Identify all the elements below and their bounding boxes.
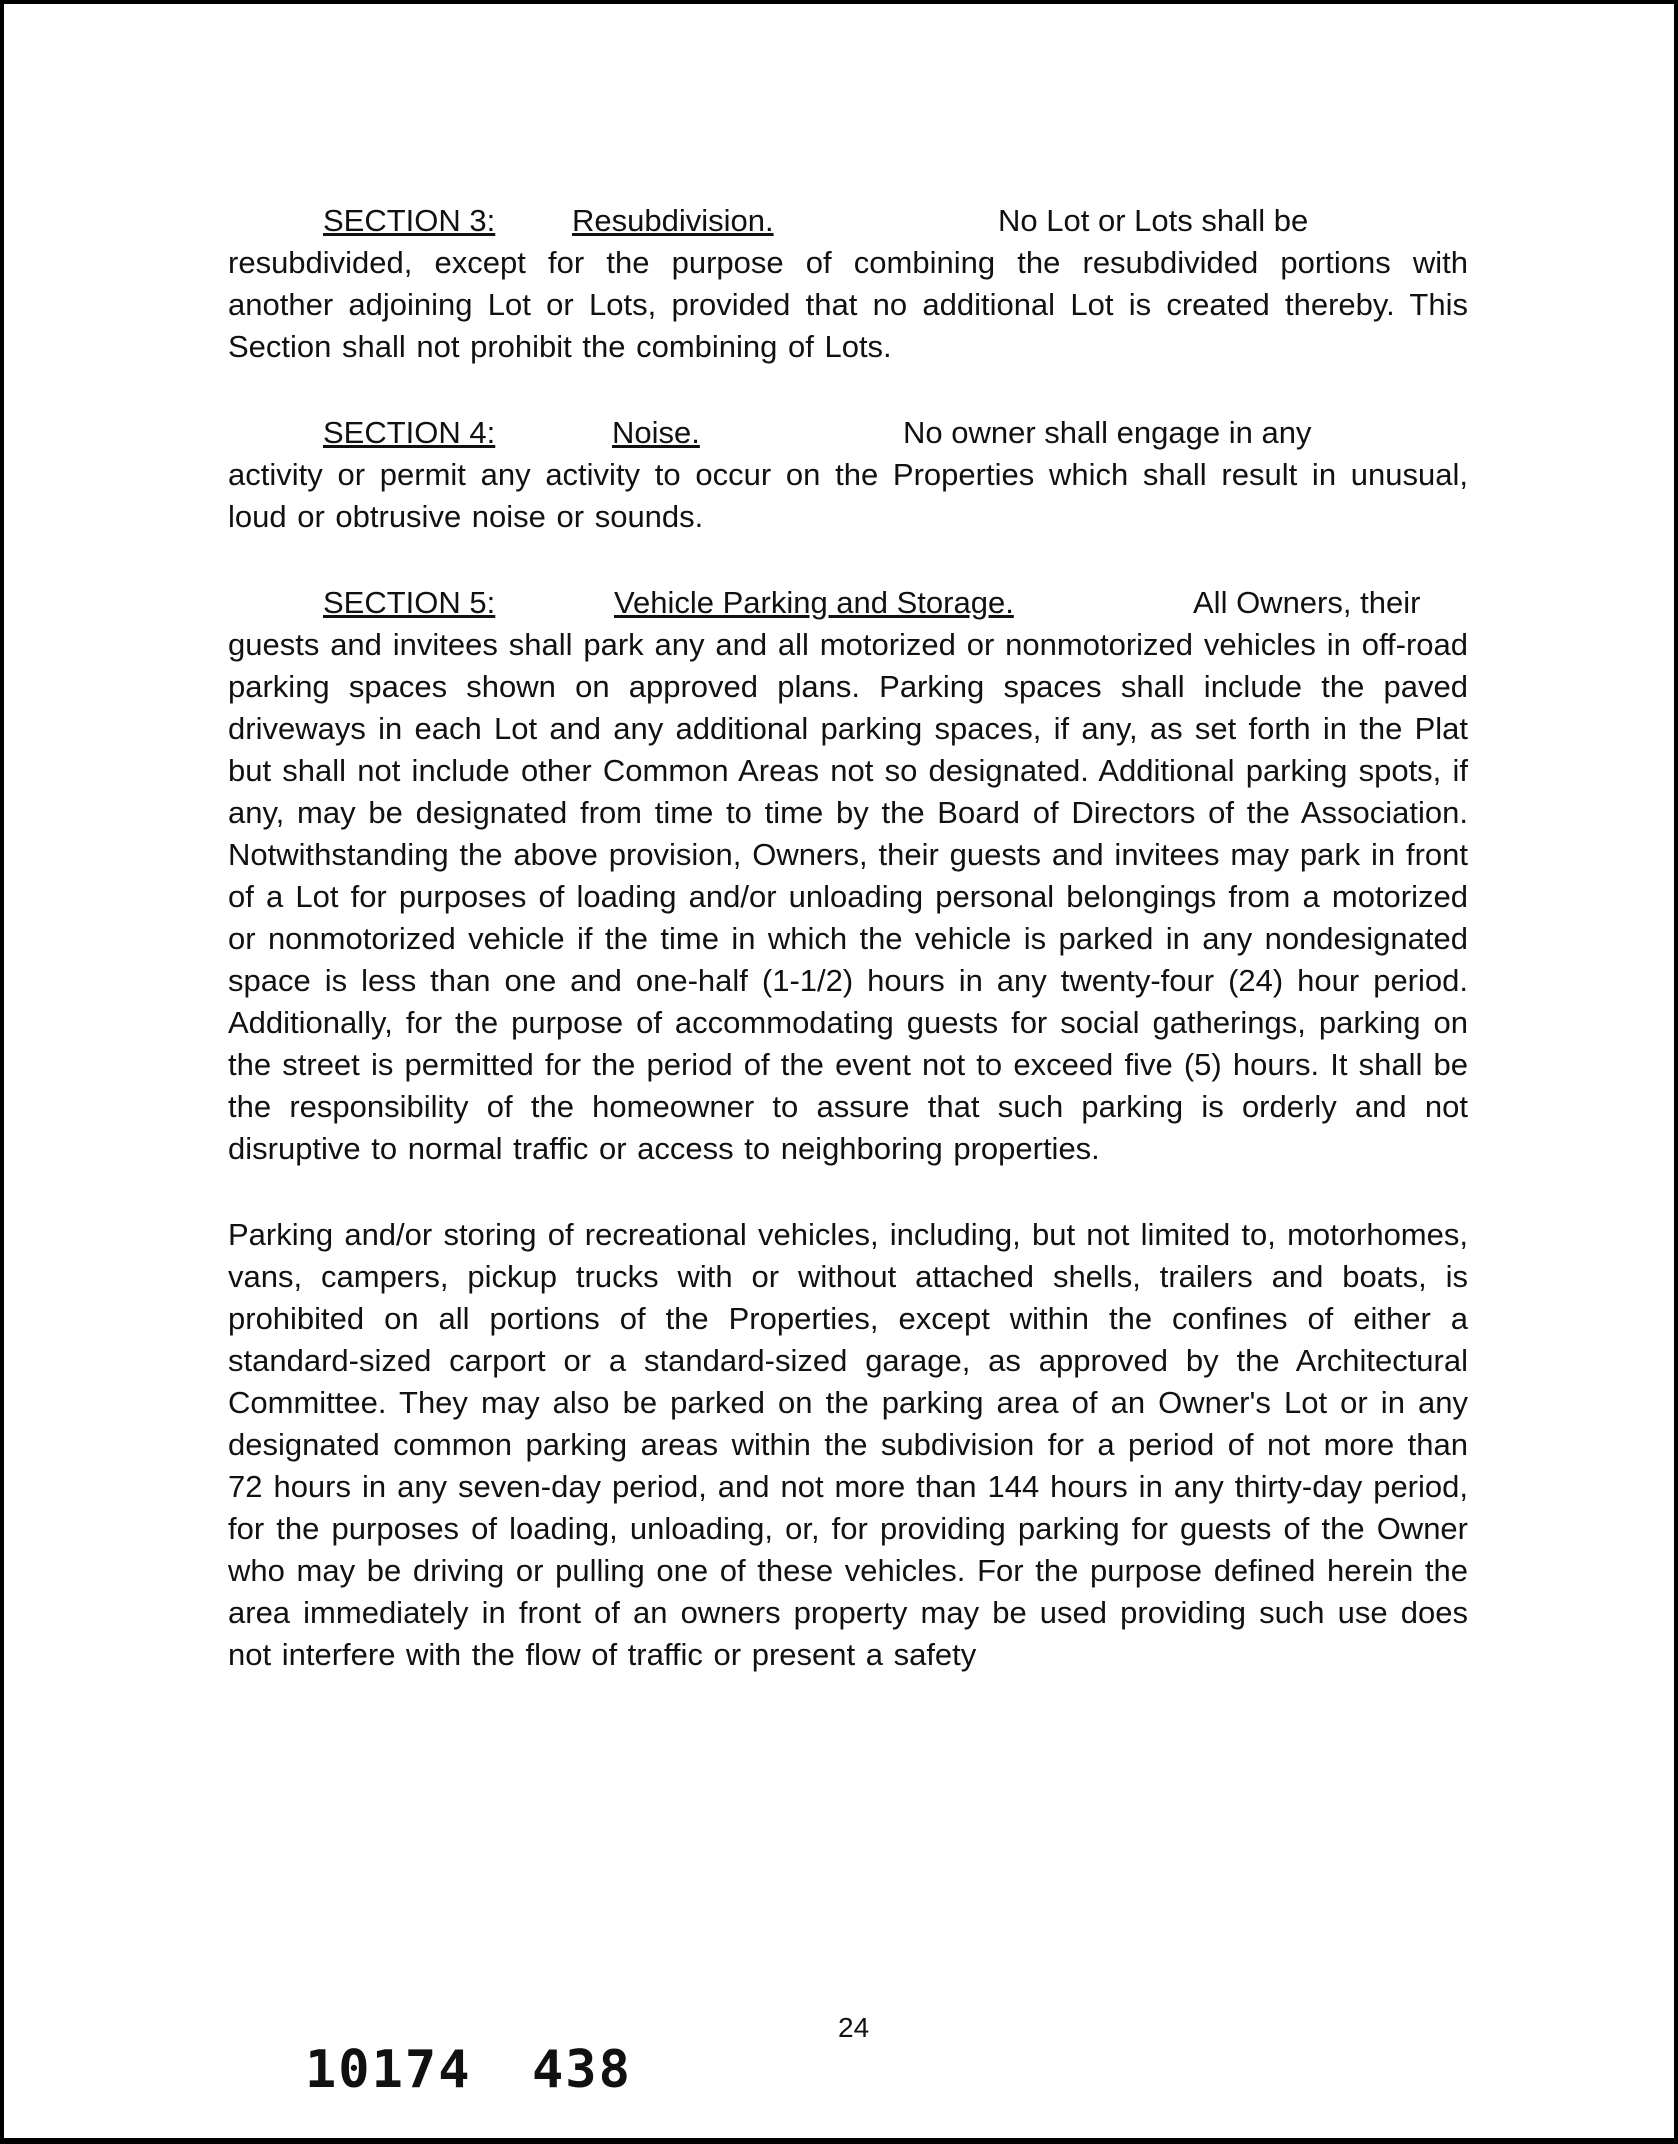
scan-border-left: [0, 0, 4, 2144]
recording-book-number: 10174: [305, 2040, 472, 2100]
section-title: Noise.: [612, 415, 700, 450]
scan-border-right: [1674, 0, 1678, 2144]
recording-page-number: 438: [532, 2040, 632, 2100]
section-5: [228, 582, 1468, 1170]
paragraph-text: Parking and/or storing of recreational vehicles, including, but not limited to, motorhomes, vans, campers, pickup trucks with or without attached shells, trailers and boats, is prohibited on all portions of the Properties, except within the confines of either a standard-sized carport or a standard-sized garage, as approved by the Architectural Committee. They may also be parked on the parking area of an Owner's Lot or in any designated common parking areas within the subdivision for a period of not more than 72 hours in any seven-day period, and not more than 144 hours in any thirty-day period, for the purposes of loading, unloading, or, for providing parking for guests of the Owner who may be driving or pulling one of these vehicles. For the purpose defined herein the area immediately in front of an owners property may be used providing such use does not interfere with the flow of traffic or present a safety: [228, 1217, 1468, 1672]
document-body: [228, 200, 1468, 1720]
scan-border-top: [0, 0, 1678, 4]
section-body: activity or permit any activity to occur on the Properties which shall result in unusual, loud or obtrusive noise or sounds.: [228, 457, 1468, 534]
section-body: guests and invitees shall park any and all motorized or nonmotorized vehicles in off-road parking spaces shown on approved plans. Parking spaces shall include the paved driveways in each Lot and any additional parking spaces, if any, as set forth in the Plat but shall not include other Common Areas not so designated. Additional parking spots, if any, may be designated from time to time by the Board of Directors of the Association. Notwithstanding the above provision, Owners, their guests and invitees may park in front of a Lot for purposes of loading and/or unloading personal belongings from a motorized or nonmotorized vehicle if the time in which the vehicle is parked in any nondesignated space is less than one and one-half (1-1/2) hours in any twenty-four (24) hour period. Additionally, for the purpose of accommodating guests for social gatherings, parking on the street is permitted for the period of the event not to exceed five (5) hours. It shall be the responsibility of the homeowner to assure that such parking is orderly and not disruptive to normal traffic or access to neighboring properties.: [228, 627, 1468, 1166]
section-label: SECTION 3:: [323, 203, 496, 238]
section-label: SECTION 5:: [323, 585, 496, 620]
section-4: [228, 412, 1468, 538]
scan-border-bottom: [0, 2138, 1678, 2144]
section-3: [228, 200, 1468, 368]
section-lead-text: No owner shall engage in any: [903, 415, 1312, 450]
page-number: 24: [838, 2012, 870, 2043]
section-lead-text: All Owners, their: [1193, 585, 1421, 620]
section-title: Vehicle Parking and Storage.: [614, 585, 1014, 620]
section-heading: [228, 200, 1468, 242]
section-heading: [228, 412, 1468, 454]
section-title: Resubdivision.: [572, 203, 774, 238]
section-label: SECTION 4:: [323, 415, 496, 450]
section-body: resubdivided, except for the purpose of combining the resubdivided portions with another adjoining Lot or Lots, provided that no additional Lot is created thereby. This Section shall not prohibit the combining of Lots.: [228, 245, 1468, 364]
section-heading: [228, 582, 1468, 624]
section-lead-text: No Lot or Lots shall be: [998, 203, 1309, 238]
rv-parking-paragraph: [228, 1214, 1468, 1676]
